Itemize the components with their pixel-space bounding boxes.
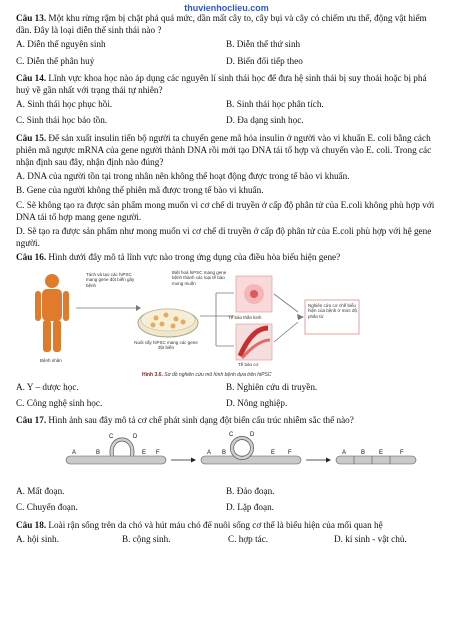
question-13: [16, 12, 440, 36]
question-18: [16, 519, 440, 531]
question-number: Câu 18.: [16, 519, 47, 530]
option-b[interactable]: B. cộng sinh.: [122, 533, 171, 544]
question-text: Hình ảnh sau đây mô tả cơ chế phát sinh dạng đột biến cấu trúc nhiễm sắc thể nào?: [48, 415, 354, 426]
question-text: Để sản xuất insulin tiến bộ người ta chuyển gene mã hóa insulin ở người vào vi khuẩn E. coli bằng cách phiên mã ngược mRNA của gene người thành DNA rồi mới tạo DNA tái tổ hợp và chuyển vào E. coli. Trong các nhận định sau đây, nhận định nào đúng?: [16, 132, 432, 168]
option-c[interactable]: C. Sẽ không tạo ra được sản phẩm mong muốn vì cơ chế di truyền ở cấp độ phân tử của E.coli không phù hợp với DNA tái tổ hợp mang gene người.: [16, 199, 435, 222]
option-b[interactable]: B. Gene của người không thể phiên mã được trong tế bào vi khuẩn.: [16, 185, 264, 196]
option-c[interactable]: C. hợp tác.: [228, 533, 269, 544]
nerve-cell-image: [236, 276, 272, 312]
question-15: [16, 132, 440, 169]
option-a[interactable]: A. hội sinh.: [16, 533, 59, 544]
option-b[interactable]: B. Nghiên cứu di truyền.: [226, 381, 318, 392]
question-text: Loài rận sống trên da chó và hút máu chó để nuôi sống cơ thể là biểu hiện của mối quan hệ: [48, 519, 383, 530]
gene-letter: F: [288, 450, 292, 457]
chromosome-left: [66, 440, 166, 465]
option-c[interactable]: C. Công nghệ sinh học.: [16, 397, 103, 408]
caption-label: Hình 3.6.: [142, 371, 163, 378]
question-text: Một khu rừng rậm bị chặt phá quá mức, dần mất cây to, cây bụi và cây cỏ chiếm ưu thế, động vật hiếm dần. Đây là loại diễn thế sinh thái nào ?: [16, 13, 427, 36]
option-c[interactable]: C. Diễn thế phân huỷ: [16, 55, 95, 66]
label-extract: Tách và tạo các hiPSC mang gene đột biến gây bệnh: [86, 271, 135, 288]
muscle-cell-image: [236, 324, 272, 360]
label-patient: Bệnh nhân: [40, 357, 62, 363]
option-d[interactable]: D. Đa dạng sinh học.: [226, 115, 304, 126]
patient-figure: [35, 274, 69, 352]
options-16: [16, 380, 440, 412]
gene-letter: D: [133, 434, 138, 441]
figure-caption: [142, 369, 271, 381]
gene-letter: E: [271, 450, 276, 457]
option-b[interactable]: B. Đảo đoạn.: [226, 486, 275, 497]
option-d[interactable]: D. Biến đổi tiếp theo: [226, 55, 303, 66]
option-c[interactable]: C. Chuyển đoạn.: [16, 502, 78, 513]
caption-text: Sơ đồ nghiên cứu mô hình bệnh dựa trên hiPSC: [164, 371, 272, 378]
option-b[interactable]: B. Diễn thế thứ sinh: [226, 39, 301, 50]
option-a[interactable]: A. Sinh thái học phục hồi.: [16, 99, 113, 110]
question-number: Câu 14.: [16, 72, 47, 83]
question-17: [16, 414, 440, 426]
options-14: [16, 97, 440, 129]
options-17: [16, 484, 440, 516]
gene-letter: C: [109, 434, 114, 441]
question-14: [16, 72, 440, 96]
chromosome-diagram: [16, 430, 440, 482]
label-differentiate: Biệt hoá hiPSC mang gene bệnh thành các loại tế bào mong muốn: [172, 269, 227, 286]
options-13: [16, 37, 440, 69]
option-a[interactable]: A. DNA của người tồn tại trong nhân nên không thể hoạt động được trong tế bào vi khuẩn.: [16, 171, 350, 182]
gene-letter: F: [400, 450, 404, 457]
chromosome-right: [336, 456, 416, 464]
question-16: [16, 251, 440, 263]
question-text: Hình dưới đây mô tả lĩnh vực nào trong ứng dụng của điều hòa biểu hiện gene?: [48, 252, 341, 263]
option-d[interactable]: D. Sẽ tạo ra được sản phẩm như mong muốn vì cơ chế di truyền ở cấp độ phân tử của E.coli phù hợp với hệ gene người.: [16, 226, 432, 249]
options-18: [16, 533, 440, 545]
chromosome-figure: [16, 430, 440, 482]
option-a[interactable]: A. Diễn thế nguyên sinh: [16, 39, 106, 50]
chromosome-middle: [201, 438, 301, 464]
option-d[interactable]: D. Nông nghiệp.: [226, 397, 288, 408]
gene-letter: A: [207, 450, 212, 457]
label-research: Nghiên cứu cơ chế biểu hiện của bệnh ở mức độ phân tử: [308, 302, 357, 319]
option-d[interactable]: D. kí sinh - vật chủ.: [334, 533, 407, 544]
gene-letter: B: [361, 450, 366, 457]
question-list: [16, 12, 440, 545]
gene-letter: F: [156, 450, 160, 457]
option-a[interactable]: A. Mất đoạn.: [16, 486, 65, 497]
question-text: Lĩnh vực khoa học nào áp dụng các nguyên lí sinh thái học để đưa hệ sinh thái bị suy thoái hoặc bị phá huỷ về gần nhất với trạng thái tự nhiên?: [16, 72, 427, 96]
question-number: Câu 17.: [16, 415, 47, 426]
site-watermark: thuvienhoclieu.com: [184, 3, 269, 13]
gene-letter: E: [379, 450, 384, 457]
label-culture: Nuôi cấy hiPSC mang các gene đột biến: [134, 339, 198, 351]
option-c[interactable]: C. Sinh thái học bảo tồn.: [16, 115, 108, 126]
gene-letter: A: [342, 450, 347, 457]
question-number: Câu 16.: [16, 252, 47, 263]
option-d[interactable]: D. Lặp đoạn.: [226, 502, 274, 513]
hipsc-figure: [16, 268, 440, 378]
gene-letter: A: [72, 450, 77, 457]
petri-dish: [138, 309, 198, 337]
question-number: Câu 13.: [16, 13, 47, 23]
gene-letter: E: [142, 450, 147, 457]
label-nerve: Tế bào thần kinh: [228, 314, 262, 320]
option-b[interactable]: B. Sinh thái học phân tích.: [226, 99, 324, 110]
option-a[interactable]: A. Y – dược học.: [16, 381, 79, 392]
question-number: Câu 15.: [16, 132, 47, 143]
gene-letter: B: [96, 450, 101, 457]
gene-letter: C: [229, 432, 234, 439]
gene-letter: B: [222, 450, 227, 457]
gene-letter: D: [250, 432, 255, 439]
label-heart: Tế bào cơ: [238, 361, 259, 367]
